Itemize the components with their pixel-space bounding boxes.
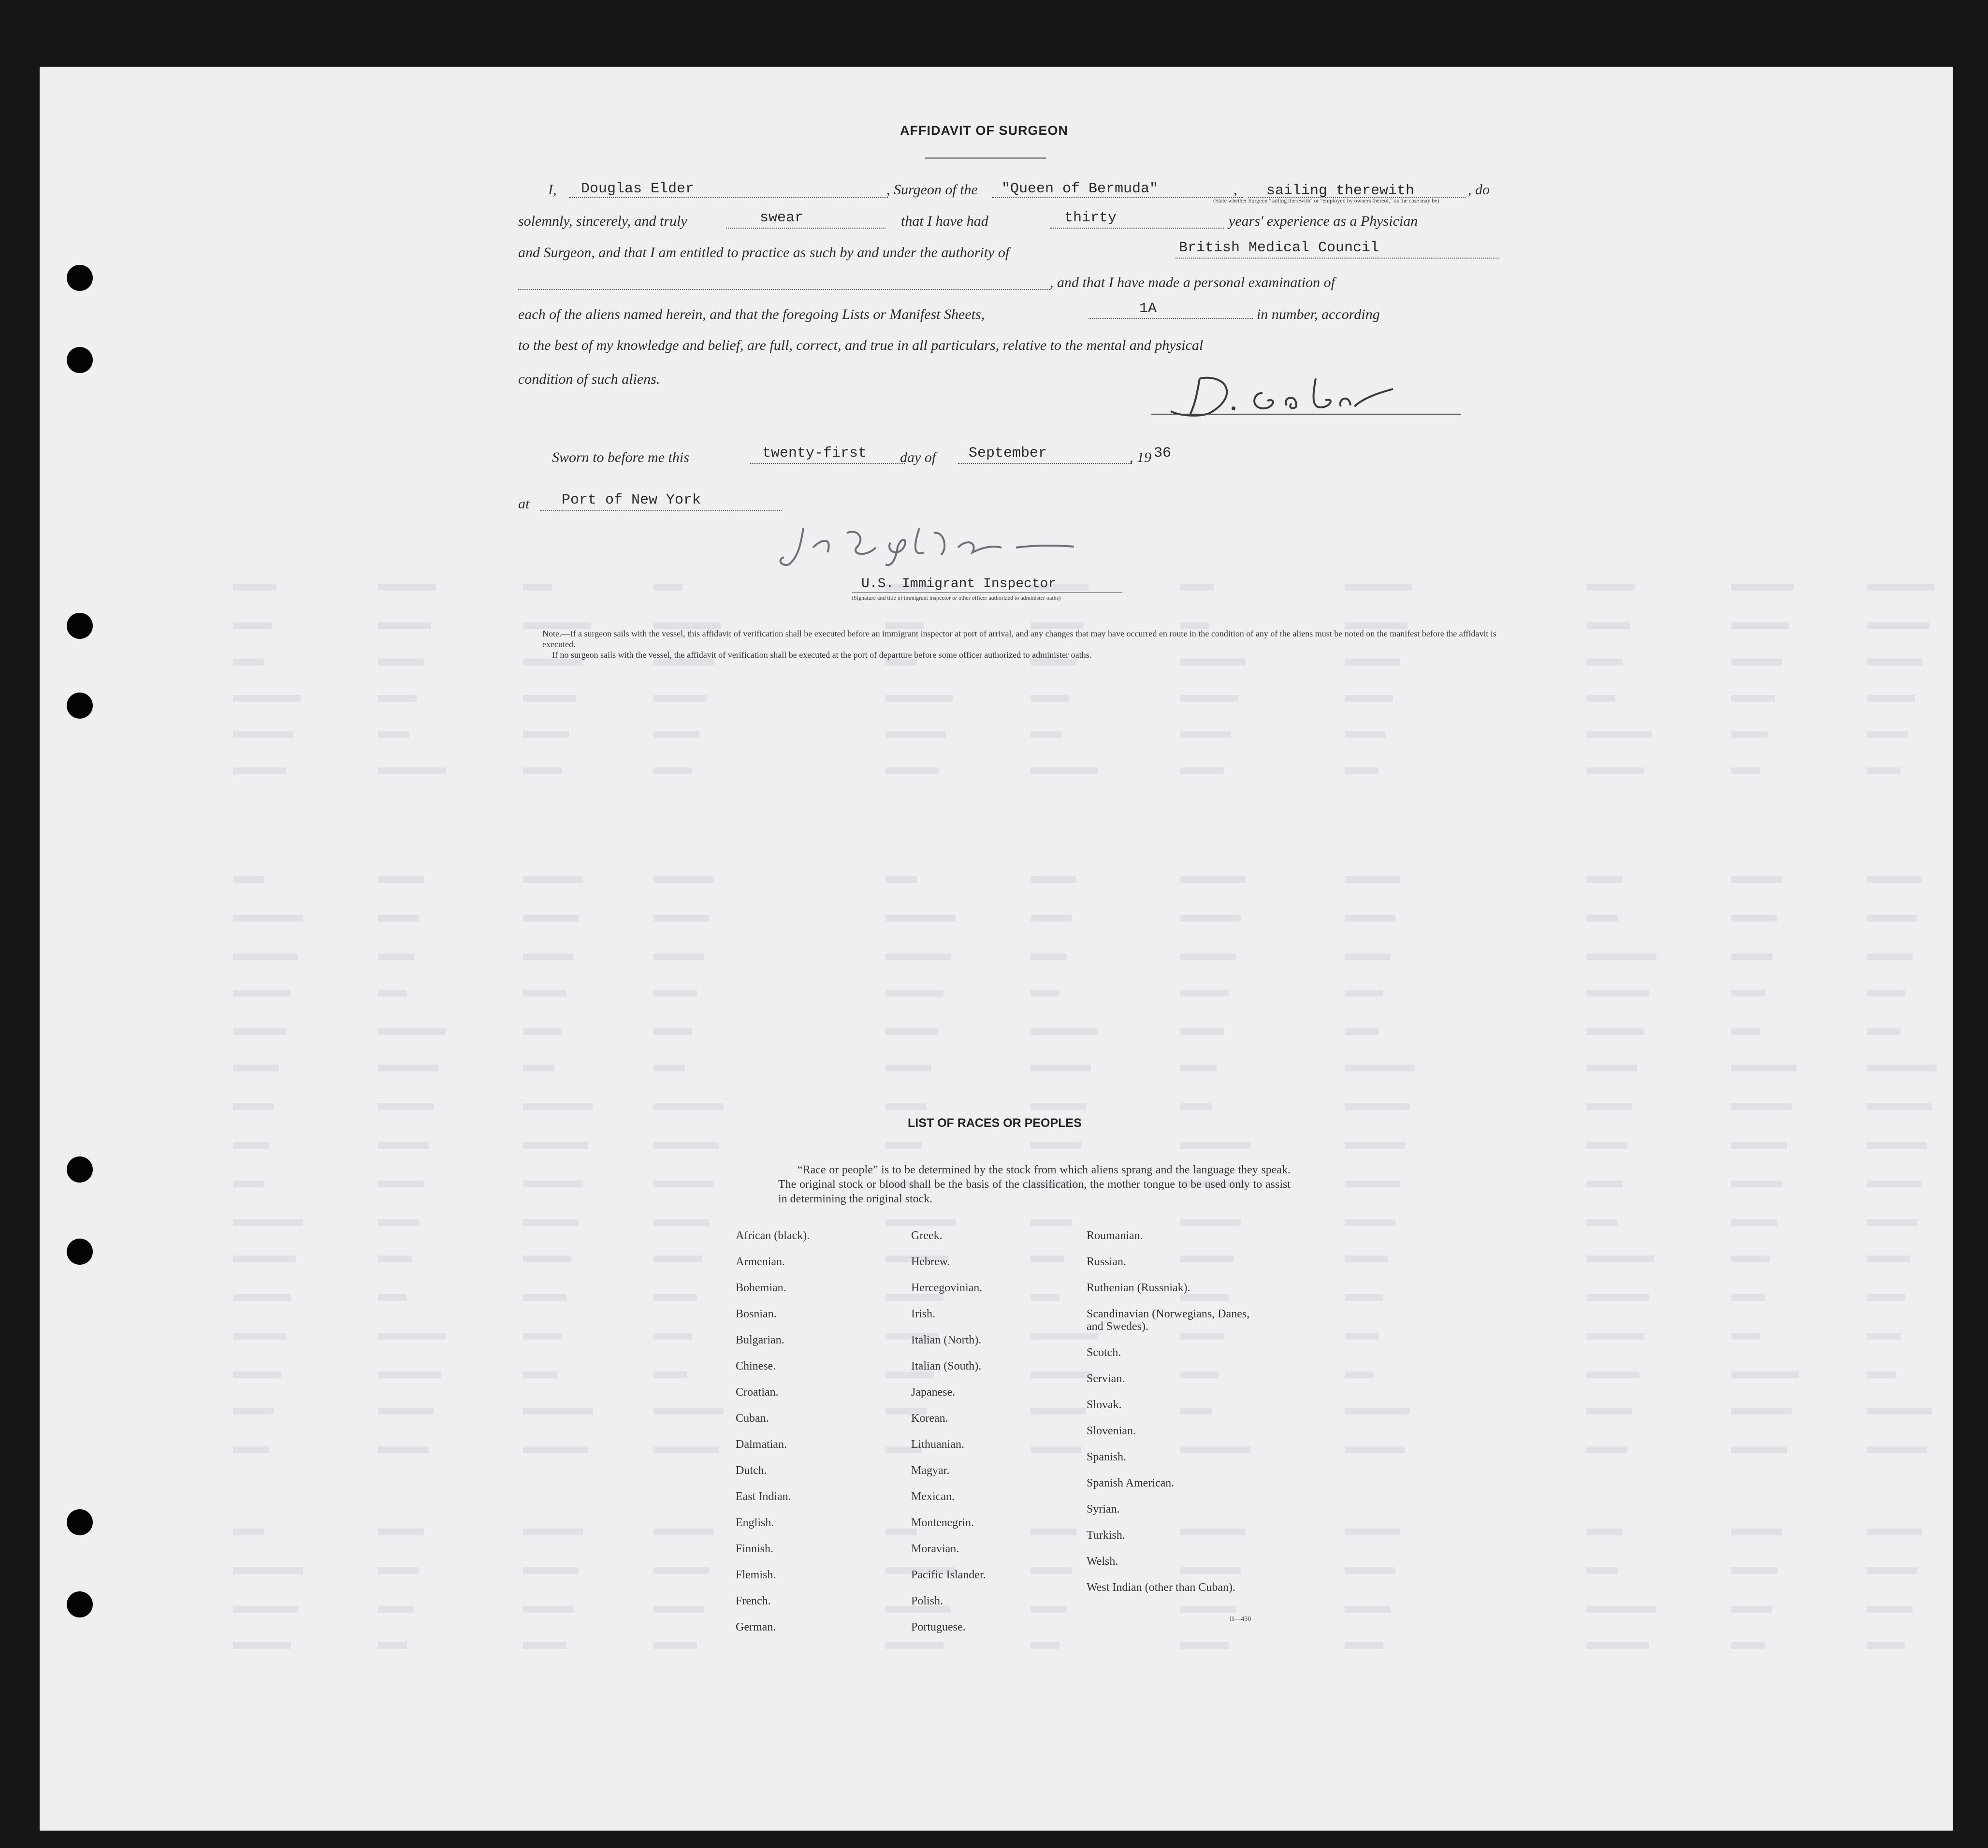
race-item: Russian. xyxy=(1087,1256,1127,1268)
race-item: German. xyxy=(736,1621,776,1633)
race-item: Mexican. xyxy=(911,1490,955,1503)
race-item: Spanish. xyxy=(1087,1451,1127,1463)
title-underline xyxy=(925,158,1046,159)
year-suffix: 36 xyxy=(1154,445,1172,462)
year-prefix: , 19 xyxy=(1130,449,1151,465)
race-item: Welsh. xyxy=(1087,1555,1118,1568)
race-item: Turkish. xyxy=(1087,1529,1125,1542)
race-item: Slovak. xyxy=(1087,1399,1122,1411)
sworn-month: September xyxy=(969,445,1047,462)
blank-line xyxy=(518,289,1050,290)
races-column-1 xyxy=(736,1223,810,1640)
ship-name: "Queen of Bermuda" xyxy=(1001,181,1159,197)
race-item: Bohemian. xyxy=(736,1282,786,1294)
race-item: Cuban. xyxy=(736,1412,769,1425)
punch-hole xyxy=(67,1156,93,1183)
each-of-text: each of the aliens named herein, and that the foregoing Lists or Manifest Sheets, xyxy=(518,306,985,322)
race-item: Pacific Islander. xyxy=(911,1569,986,1581)
race-item: French. xyxy=(736,1595,771,1607)
race-item: Chinese. xyxy=(736,1360,776,1372)
day-of-label: day of xyxy=(900,449,936,465)
sailing-status: sailing therewith xyxy=(1266,183,1415,199)
blank-line xyxy=(958,463,1132,464)
line1-prefix: I, xyxy=(548,182,557,198)
sworn-day: twenty-first xyxy=(762,445,867,462)
races-intro: “Race or people” is to be determined by the stock from which aliens sprang and the language they speak. The original stock or blood shall be the basis of the classification, the mother tongue to be used only to assist in determining the original stock. xyxy=(778,1164,1291,1205)
punch-hole xyxy=(67,1591,93,1617)
surgeon-signature xyxy=(1151,359,1480,422)
comma: , xyxy=(1233,182,1237,198)
solemnly-text: solemnly, sincerely, and truly xyxy=(518,213,687,229)
blank-line xyxy=(569,197,888,198)
race-item: English. xyxy=(736,1516,774,1529)
punch-holes xyxy=(40,67,1953,1831)
race-item: Lithuanian. xyxy=(911,1438,964,1451)
and-that-text: , and that I have made a personal examination of xyxy=(1050,274,1335,290)
race-item: Italian (South). xyxy=(911,1360,982,1372)
punch-hole xyxy=(67,693,93,719)
sailing-note: (State whether Surgeon "sailing therewith" or "employed by owners thereof," as the case may be) xyxy=(1213,197,1439,204)
blank-line xyxy=(992,197,1243,198)
form-code: II—430 xyxy=(1230,1616,1251,1623)
race-item: Syrian. xyxy=(1087,1503,1120,1516)
note-paragraph-2: If no surgeon sails with the vessel, the affidavit of verification shall be executed at the port of departure before some officer authorized to administer oaths. xyxy=(552,650,1092,660)
do-label: , do xyxy=(1468,182,1490,198)
race-item: Bulgarian. xyxy=(736,1334,784,1346)
sworn-place: Port of New York xyxy=(562,492,701,508)
race-item: Irish. xyxy=(911,1308,935,1320)
race-item: Korean. xyxy=(911,1412,948,1425)
race-item: Magyar. xyxy=(911,1464,950,1477)
blank-line xyxy=(540,510,782,511)
inspector-signature xyxy=(774,519,1122,572)
race-item: Polish. xyxy=(911,1595,943,1607)
race-item: Ruthenian (Russniak). xyxy=(1087,1282,1190,1294)
race-item: Slovenian. xyxy=(1087,1425,1136,1437)
oath-word: swear xyxy=(760,210,804,226)
punch-hole xyxy=(67,613,93,639)
race-item: Roumanian. xyxy=(1087,1229,1143,1242)
race-item: Montenegrin. xyxy=(911,1516,974,1529)
race-item: Dutch. xyxy=(736,1464,767,1477)
race-item: Hercegovinian. xyxy=(911,1282,983,1294)
punch-hole xyxy=(67,1239,93,1265)
affidavit-note xyxy=(542,628,1504,660)
years-count: thirty xyxy=(1064,210,1117,226)
race-item: Scandinavian (Norwegians, Danes, and Swedes). xyxy=(1087,1308,1250,1333)
best-of-text: to the best of my knowledge and belief, are full, correct, and true in all particulars, relative to the mental and physical xyxy=(518,337,1204,353)
note-paragraph-1: Note.—If a surgeon sails with the vessel, this affidavit of verification shall be executed before an immigrant inspector at port of arrival, and any changes that may have occurred en route in the condition of any of the aliens must be noted on the manifest before the affidavit is executed. xyxy=(542,629,1496,649)
and-surgeon-text: and Surgeon, and that I am entitled to practice as such by and under the authority of xyxy=(518,245,1010,260)
race-item: Japanese. xyxy=(911,1386,956,1399)
races-column-3 xyxy=(1087,1223,1261,1601)
race-item: Italian (North). xyxy=(911,1334,982,1346)
blank-line xyxy=(1088,318,1253,319)
race-item: African (black). xyxy=(736,1229,810,1242)
surgeon-name: Douglas Elder xyxy=(581,181,695,197)
races-title: LIST OF RACES OR PEOPLES xyxy=(908,1116,1082,1130)
race-item: Scotch. xyxy=(1087,1346,1121,1359)
signature-line xyxy=(1151,414,1461,415)
punch-hole xyxy=(67,347,93,373)
races-column-2 xyxy=(911,1223,986,1640)
that-i-have-had: that I have had xyxy=(901,213,988,229)
inspector-note: (Signature and title of immigrant inspector or other officer authorized to administer oaths) xyxy=(852,594,1061,601)
blank-line xyxy=(1175,258,1499,259)
document-page xyxy=(40,67,1953,1831)
punch-hole xyxy=(67,1509,93,1535)
race-item: Spanish American. xyxy=(1087,1477,1175,1489)
race-item: Portuguese. xyxy=(911,1621,966,1633)
inspector-title: U.S. Immigrant Inspector xyxy=(861,577,1057,592)
race-item: Bosnian. xyxy=(736,1308,777,1320)
race-item: Greek. xyxy=(911,1229,943,1242)
in-number-text: in number, according xyxy=(1257,306,1380,322)
race-item: West Indian (other than Cuban). xyxy=(1087,1581,1235,1594)
punch-hole xyxy=(67,265,93,291)
blank-line xyxy=(726,228,885,229)
race-item: Servian. xyxy=(1087,1372,1125,1385)
at-prefix: at xyxy=(518,496,530,512)
sworn-prefix: Sworn to before me this xyxy=(552,449,689,465)
race-item: Moravian. xyxy=(911,1543,959,1555)
race-item: Finnish. xyxy=(736,1543,774,1555)
inspector-line xyxy=(852,592,1122,593)
race-item: Dalmatian. xyxy=(736,1438,787,1451)
race-item: Armenian. xyxy=(736,1256,785,1268)
page-title: AFFIDAVIT OF SURGEON xyxy=(900,123,1068,138)
condition-text: condition of such aliens. xyxy=(518,371,660,387)
surgeon-of-label: , Surgeon of the xyxy=(886,182,978,198)
race-item: Hebrew. xyxy=(911,1256,950,1268)
race-item: East Indian. xyxy=(736,1490,791,1503)
blank-line xyxy=(750,463,905,464)
race-item: Flemish. xyxy=(736,1569,776,1581)
years-experience: years' experience as a Physician xyxy=(1229,213,1418,229)
race-item: Croatian. xyxy=(736,1386,779,1399)
sheets-count: 1A xyxy=(1139,301,1157,317)
authority: British Medical Council xyxy=(1179,240,1379,256)
blank-line xyxy=(1050,228,1224,229)
